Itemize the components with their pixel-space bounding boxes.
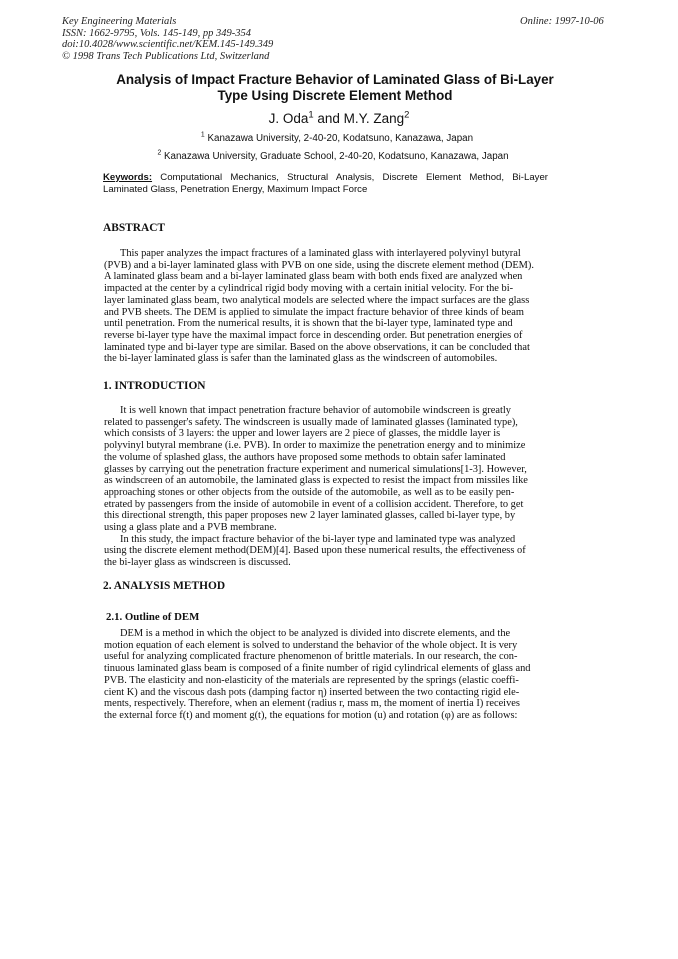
text-line: cient K) and the viscous dash pots (damping factor η) inserted between the two contacting rigid ele-	[104, 686, 520, 698]
doi-line: doi:10.4028/www.scientific.net/KEM.145-149.349	[62, 39, 274, 51]
text-line: the external force f(t) and moment g(t), the equations for motion (u) and rotation (φ) are as follows:	[104, 709, 518, 721]
text-line: In this study, the impact fracture behavior of the bi-layer type and laminated type was analyzed	[120, 533, 516, 545]
text-line: tinuous laminated glass beam is composed of a finite number of rigid cylindrical elements of glass and	[104, 663, 531, 675]
introduction-heading: 1. INTRODUCTION	[103, 380, 206, 392]
author-name: J. Oda	[268, 111, 309, 126]
keywords-label: Keywords:	[103, 172, 153, 183]
text-line: DEM is a method in which the object to be analyzed is divided into discrete elements, and the	[120, 628, 511, 639]
text-line: laminated type and bi-layer type are similar. Based on the above observations, it can be concluded that	[104, 341, 530, 353]
text-line: the bi-layer laminated glass is safer than the laminated glass as the windscreen of automobiles.	[104, 353, 498, 365]
author-line	[0, 111, 678, 126]
affiliation	[0, 133, 676, 144]
text-line: It is well known that impact penetration fracture behavior of automobile windscreen is greatly	[120, 405, 511, 416]
text-line: useful for analyzing complicated fracture phenomenon of brittle materials. In our research, the con-	[104, 651, 518, 663]
text-line: using a glass plate and a PVB membrane.	[104, 522, 277, 534]
text-line: related to passenger's safety. The windscreen is usually made of laminated glasses (laminated type),	[104, 416, 518, 428]
text-line: approaching stones or other objects from the outside of the automobile, as well as to be easily pen-	[104, 486, 515, 498]
author-name: M.Y. Zang	[343, 111, 405, 126]
author-affiliation-mark: 1	[308, 109, 314, 121]
affiliation-mark: 1	[200, 131, 205, 139]
text-line: (PVB) and a bi-layer laminated glass with PVB on one side, using the discrete element method (DEM).	[104, 259, 534, 271]
abstract-heading: ABSTRACT	[103, 222, 166, 234]
journal-name: Key Engineering Materials	[62, 16, 177, 27]
text-line: and PVB sheets. The DEM is applied to simulate the impact fracture behavior of three kinds of beam	[104, 306, 524, 318]
affiliation	[0, 151, 672, 162]
text-line: the volume of splashed glass, the authors have proposed some methods to obtain safer laminated	[104, 451, 506, 463]
text-line: layer laminated glass beam, two analytical models are selected where the impact surfaces are the glass	[104, 294, 530, 306]
dem-paragraph	[104, 628, 549, 722]
issn-line: ISSN: 1662-9795, Vols. 145-149, pp 349-354	[62, 27, 251, 39]
text-line: etrated by passengers from the inside of automobile in event of a collision accident. Therefore, to get	[104, 498, 524, 510]
analysis-heading: 2. ANALYSIS METHOD	[103, 580, 226, 592]
introduction-paragraph-1	[104, 405, 549, 569]
text-line: using the discrete element method(DEM)[4]. Based upon these numerical results, the effectiveness of	[104, 545, 526, 557]
paper-title: Analysis of Impact Fracture Behavior of Laminated Glass of Bi-Layer Type Using Discrete Element Method	[116, 72, 554, 103]
keywords	[103, 172, 548, 196]
author-affiliation-mark: 2	[404, 109, 410, 121]
author-joiner: and	[313, 111, 344, 126]
text-line: reverse bi-layer type have the maximal impact force in descending order. But penetration energies of	[104, 329, 523, 341]
online-date: Online: 1997-10-06	[520, 16, 604, 27]
affiliation-text: Kanazawa University, Graduate School, 2-40-20, Kodatsuno, Kanazawa, Japan	[161, 151, 509, 162]
text-line: motion equation of each element is solved to understand the behavior of the whole object. It is very	[104, 639, 518, 651]
keywords-text: Computational Mechanics, Structural Analysis, Discrete Element Method, Bi-Layer Laminated Glass, Penetration Energy, Maximum Impact Force	[103, 172, 548, 195]
text-line: impacted at the center by a cylindrical rigid body moving with a certain initial velocity. For the bi-	[104, 283, 514, 295]
text-line: PVB. The elasticity and non-elasticity of the materials are represented by the springs (elastic coeffi-	[104, 674, 519, 686]
text-line: which consists of 3 layers: the upper and lower layers are 2 piece of glasses, the middle layer is	[104, 428, 501, 440]
text-line: as windscreen of an automobile, the laminated glass is expected to resist the impact from missiles like	[104, 475, 528, 487]
text-line: This paper analyzes the impact fractures of a laminated glass with interlayered polyvinyl butyral	[120, 248, 521, 259]
abstract-body	[104, 248, 549, 365]
text-line: glasses by carrying out the penetration fracture experiment and numerical simulations[1-3]. However,	[104, 463, 527, 475]
journal-header	[62, 16, 273, 62]
copyright-line: © 1998 Trans Tech Publications Ltd, Switzerland	[62, 50, 270, 62]
affiliation-mark: 2	[157, 149, 162, 157]
text-line: until penetration. From the numerical results, it is shown that the bi-layer type, laminated type and	[104, 318, 513, 330]
text-line: A laminated glass beam and a bi-layer laminated glass beam with both ends fixed are analyzed when	[104, 271, 523, 283]
text-line: the bi-layer glass as windscreen is discussed.	[104, 557, 291, 569]
text-line: ments, respectively. Therefore, when an element (radius r, mass m, the moment of inertia I) receives	[104, 698, 520, 710]
text-line: polyvinyl butyral membrane (i.e. PVB). In order to maximize the penetration energy and to minimize	[104, 440, 526, 452]
dem-subheading: 2.1. Outline of DEM	[106, 611, 200, 623]
text-line: this directional strength, this paper proposes new 2 layer laminated glasses, called bi-layer type, by	[104, 510, 516, 522]
affiliation-text: Kanazawa University, 2-40-20, Kodatsuno, Kanazawa, Japan	[204, 133, 474, 144]
